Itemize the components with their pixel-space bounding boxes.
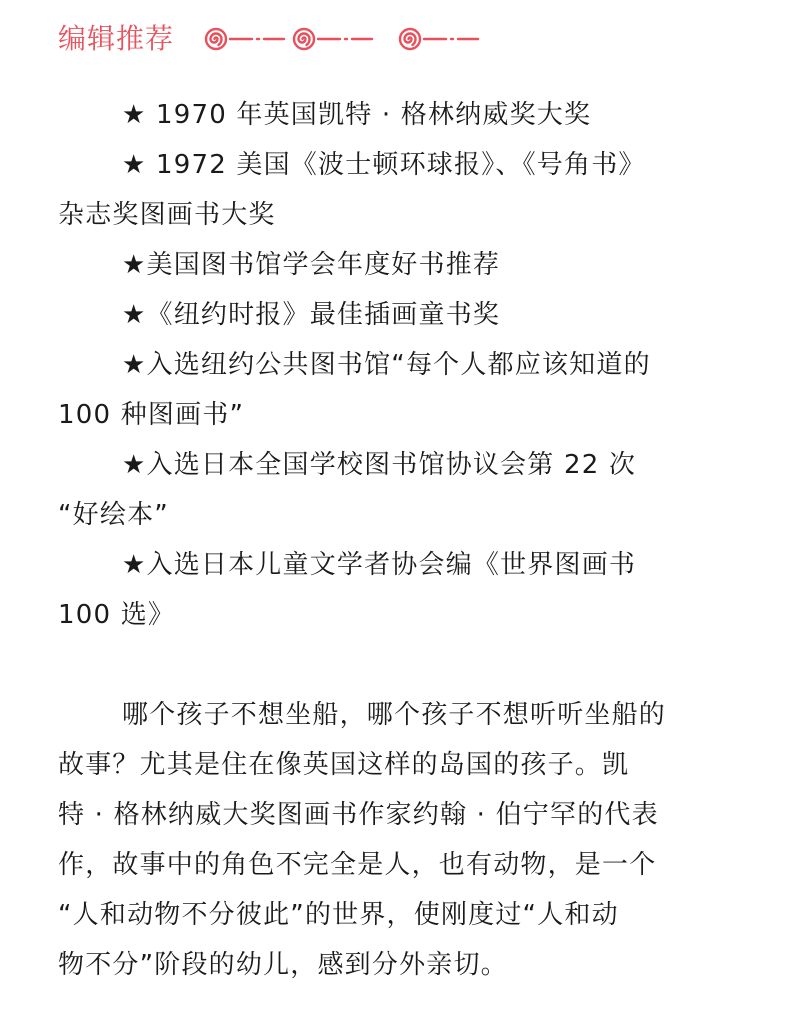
intro-paragraph: [58, 690, 738, 990]
swirl-divider-ornament: [204, 26, 486, 52]
swirl-icon: [294, 29, 314, 49]
award-line: ★入选纽约公共图书馆“每个人都应该知道的: [122, 350, 651, 380]
paragraph-line: 物不分”阶段的幼儿，感到分外亲切。: [58, 950, 508, 980]
paragraph-line: 作，故事中的角色不完全是人，也有动物，是一个: [58, 850, 657, 880]
paragraph-line: 哪个孩子不想坐船，哪个孩子不想听听坐船的: [122, 700, 667, 730]
section-title: 编辑推荐: [58, 22, 175, 55]
award-line: ★美国图书馆学会年度好书推荐: [122, 250, 501, 280]
swirl-icon: [206, 29, 226, 49]
swirl-icon: [400, 29, 420, 49]
recommendation-body: [58, 90, 738, 990]
paragraph-line: “人和动物不分彼此”的世界，使刚度过“人和动: [58, 900, 619, 930]
award-line-continuation: 100 选》: [58, 600, 176, 630]
award-line: ★ 1972 美国《波士顿环球报》、《号角书》: [122, 150, 646, 180]
award-line-continuation: 100 种图画书”: [58, 400, 245, 430]
awards-list: [58, 90, 738, 640]
award-line: ★《纽约时报》最佳插画童书奖: [122, 300, 501, 330]
award-line-continuation: 杂志奖图画书大奖: [58, 200, 276, 230]
award-line: ★ 1970 年英国凯特 · 格林纳威奖大奖: [122, 100, 592, 130]
award-line-continuation: “好绘本”: [58, 500, 169, 530]
paragraph-line: 特 · 格林纳威大奖图画书作家约翰 · 伯宁罕的代表: [58, 800, 659, 830]
award-line: ★入选日本全国学校图书馆协议会第 22 次: [122, 450, 637, 480]
section-header: [58, 14, 486, 64]
paragraph-line: 故事？尤其是住在像英国这样的岛国的孩子。凯: [58, 750, 630, 780]
award-line: ★入选日本儿童文学者协会编《世界图画书: [122, 550, 637, 580]
paragraph-gap: [58, 640, 738, 690]
